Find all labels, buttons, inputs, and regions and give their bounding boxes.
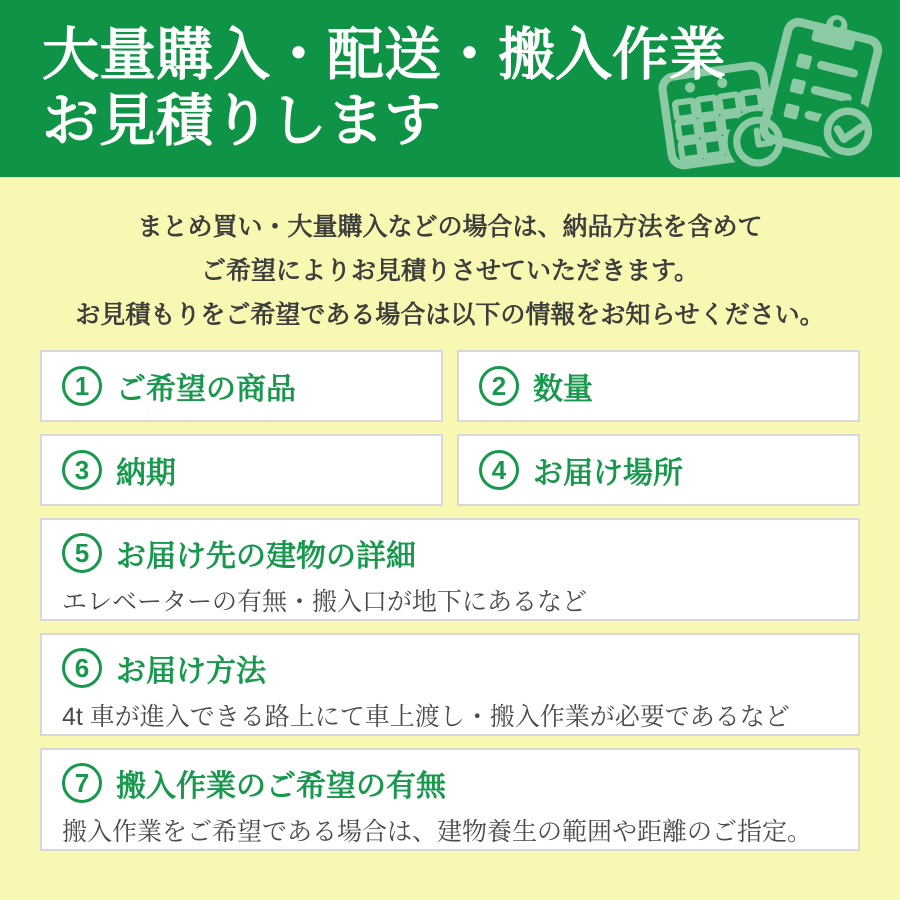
item-title: ご希望の商品 (116, 373, 296, 406)
item-title: 搬入作業のご希望の有無 (116, 770, 446, 803)
item-quantity (457, 350, 860, 422)
item-delivery-date (40, 434, 443, 506)
box-row-1 (40, 350, 860, 422)
number-badge-4: 4 (479, 450, 519, 490)
number-badge-5: 5 (62, 533, 102, 573)
item-description: 搬入作業をご希望である場合は、建物養生の範囲や距離のご指定。 (62, 818, 813, 846)
item-description: 4t 車が進入できる路上にて車上渡し・搬入作業が必要であるなど (62, 703, 790, 731)
item-carry-in-request (40, 748, 860, 851)
item-description: エレベーターの有無・搬入口が地下にあるなど (62, 588, 588, 616)
item-title-row (62, 761, 840, 805)
intro-line-1: まとめ買い・大量購入などの場合は、納品方法を含めて (137, 213, 763, 241)
number-badge-3: 3 (62, 450, 102, 490)
intro-line-3: お見積もりをご希望である場合は以下の情報をお知らせください。 (75, 301, 825, 329)
box-row-2 (40, 434, 860, 506)
item-desired-product (40, 350, 443, 422)
number-badge-1: 1 (62, 366, 102, 406)
number-badge-7: 7 (62, 763, 102, 803)
page-title-line2: お見積りします (42, 89, 441, 153)
page-title-line1: 大量購入・配送・搬入作業 (42, 23, 726, 87)
info-boxes (40, 350, 860, 851)
item-building-details (40, 518, 860, 621)
item-delivery-method (40, 633, 860, 736)
item-title: 納期 (116, 457, 176, 490)
header-banner (0, 0, 900, 177)
item-delivery-place (457, 434, 860, 506)
number-badge-6: 6 (62, 648, 102, 688)
intro-line-2: ご希望によりお見積りさせていただきます。 (200, 257, 699, 285)
item-title: お届け方法 (116, 655, 266, 688)
item-title: お届け場所 (533, 457, 683, 490)
item-title: お届け先の建物の詳細 (116, 540, 416, 573)
item-title: 数量 (533, 373, 593, 406)
page-title (42, 22, 900, 154)
item-title-row (62, 646, 840, 690)
number-badge-2: 2 (479, 366, 519, 406)
item-title-row (62, 531, 840, 575)
intro-text (0, 177, 900, 337)
